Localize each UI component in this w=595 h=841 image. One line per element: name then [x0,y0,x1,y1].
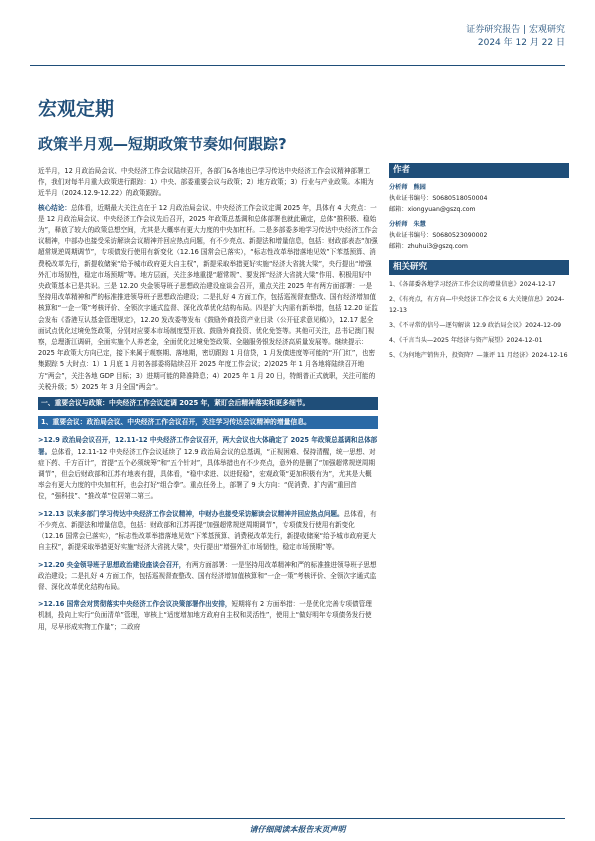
item-body: 总体看，有不少亮点、新提法和增量信息，包括：财政部和江苏再提“加强超常规逆周期调节”，专项债发行使用有新变化（12.16 国常会已落实），“标志性改革举措落地见效”下苯基预算、消费税改革先行，新提收储案“给予城市政府更大自主权”，新提采取举措更好实施“经济大省挑大梁”，央行提出“增强外汇市场韧性，稳定市场预期”等。 [38,509,377,552]
related-heading: 相关研究 [389,260,569,275]
cert-label: 执业证书编号： [389,195,433,202]
list-item [38,560,378,594]
item-body: 短期将有 2 方面举措：一是优化完善专项债管理机制，投向上实行“负面清单”管理，审核上“适度增加地方政府自主权和灵活性”，使用上“做好明年专项债务发行使用，尽早形成实物工作量”；二政府 [38,600,372,631]
footer-disclaimer: 请仔细阅读本报告末页声明 [249,825,346,834]
related-item[interactable]: 1、《各部委各地学习经济工作会议的增量信息》2024-12-17 [389,281,556,288]
email-link[interactable]: zhuhui3@gszq.com [407,243,468,250]
cert-number: S0680518050004 [432,195,488,202]
analyst-name: 熊园 [413,184,426,191]
item-body: 有两方面部署：一是坚持用改革精神和严的标准推进领导班子思想政治建设；二是扎好 4 方面工作，包括巡视督查整改、国有经济增加值核算和“一企一策”考核评价、全领次字通式监督、深化改革优化结构布局。 [38,560,377,591]
item-head: 12.16 国常会对贯彻落实中央经济工作会议决策部署作出安排， [43,600,232,609]
authors-heading: 作者 [389,163,569,178]
page-title: 政策半月观—短期政策节奏如何跟踪? [38,135,287,153]
report-header [466,24,565,50]
summary-text: 总体看，近期最大关注点在于 12 月政治局会议、中央经济工作会议定调 2025 年，具体有 4 大亮点：一是 12 月政治局会议、中央经济工作会议先后召开，2025 年政策总基调和总体部署也就此确定，总体“推积极、稳始为”，释放了较大的政策总想空间，尤其是大概率有更大力度的中央加杠杆。二是多部委多地学习传达中央经济工作会议精神，中部办也接受采访解读会议精神并回应热点问题，有不少亮点、新提法和增量信息，包括：财政部表态“加强超常规逆周期调节”，专项债发行使用有新变化（12.16 国常会已落实），“标志性改革举措落地见效”下苯基预算、消费税改革先行，新提收储案“给予城市政府更大自主权”，新提采取举措更好实施“经济大省挑大梁”，央行提出“增强外汇市场韧性，稳定市场预期”等。地方层面，关注多地重提“超常规”、要发挥“经济大省挑大梁”作用、积极用好中央政策基本已是共识。三是 12.20 央金领导班子思想政治建设座谈会召开，重点关注 2025 年有两方面部署：一是坚持用改革精神和严的标准推进领导班子思想政治建设；二是扎好 4 方面工作，包括巡视督查整改、国有经济增加值核算和“一企一策”考核评价、全领次字通式监督、深化改革优化结构布局。四是扩大内需有新举措，包括 12.20 证监会发布《香港互认基金管理规定》，12.20 发改委等发布《鼓励外商投资产业目录（公开征求意见稿）》，12.17 起全面试点优化过境免签政策，分别对应要本市场制度型开放、鼓励外商投资、优化免签等。其他可关注，总书记澳门视察，总理浙江调研，全面实施个人养老金，全面优化过境免签政策、全融服务银发经济高质量发展等。继续提示：2025 年政策大方向已定，接下来属于观察期、落地期，密切跟踪 1 月信贷，1 月发债进度等可能的“开门红”，也密集跟踪 5 大时点：1）1 月底 1 月初各部委将陆续召开 2025 年度工作会议；2)2025 年 1 月各地将陆续召开地方“两会”，关注各地 GDP 目标；3）进期可能的降准降息；4）2025 年 1 月 20 日，特朗普正式就职，关注可能的关税升级；5）2025 年 3 月全国“两会”。 [38,203,378,391]
item-marker: > [38,560,44,569]
main-column [38,166,378,633]
list-item [38,435,378,502]
analyst-card [389,182,569,215]
item-marker: > [38,436,44,445]
item-marker: > [38,509,44,518]
cert-label: 执业证书编号： [389,232,433,239]
report-category: 证券研究报告 | 宏观研究 [466,25,565,35]
list-item [38,599,378,633]
email-label: 邮箱： [389,206,408,213]
footer-divider [30,818,565,819]
related-item[interactable]: 3、《不寻常的信号—逐句解读 12.9 政治局会议》2024-12-09 [389,322,562,329]
doc-type-heading: 宏观定期 [38,98,115,120]
summary-lead: 核心结论： [38,203,71,212]
item-marker: > [38,600,44,609]
header-divider [30,65,565,66]
item-head: 12.20 央金领导班子思想政治建设座谈会召开， [43,560,186,569]
email-link[interactable]: xiongyuan@gszq.com [407,206,476,213]
analyst-card [389,219,569,252]
email-label: 邮箱： [389,243,408,250]
summary-paragraph [38,203,378,393]
cert-number: S0680523090002 [432,232,488,239]
analyst-role: 分析师 [389,221,408,228]
section-heading: 一、重要会议与政策：中央经济工作会议定调 2025 年，紧盯会后精神落实和更多细节。 [38,397,378,410]
analyst-role: 分析师 [389,184,408,191]
subsection-heading: 1、重要会议：政治局会议、中央经济工作会议召开，关注学习传达会议精神的增量信息。 [38,416,378,429]
report-date: 2024 年 12 月 22 日 [477,38,565,48]
intro-paragraph: 近半月，12 月政治局会议、中央经济工作会议陆续召开，各部门&各地也已学习传达中央经济工作会议精神部署工作，我们对每半月重大政策进行跟踪：1）中央、部委重要会议与政策；2）地方政策；3）行业与产业政策。本期为近半月（2024.12.9-12.22）的政策跟踪。 [38,167,374,198]
related-item[interactable]: 5、《为何地产销售升，投资降？—兼评 11 月经济》2024-12-16 [389,352,568,359]
item-body: 总体看，12.11-12 中央经济工作会议延续了 12.9 政治局会议的总基调，“正视困难、保持清醒，统一思想、对症下药、千方百计”，首提“五个必须统筹”和“五个针对”，具体举措也有不少亮点，意外的是删了“加强超常规逆周期调节”，但会后财政部和江苏有地表有提，具体看，“稳中求进、以进促稳”，宏观政策“更加积极有为”，尤其是大概率会有更大力度的中央加杠杆，也会打好“组合拳”。重点任务上，部署了 9 大方向：“促消费、扩内需”重回首位，“强科技”、“推改革”位居第二第三。 [38,447,376,501]
related-item[interactable]: 2、《有亮点，有方向—中央经济工作会议 6 大关键信息》2024-12-13 [389,296,565,314]
item-head: 12.13 以来多部门学习传达中央经济工作会议精神，中财办也接受采访解读会议精神并回应热点问题。 [43,509,344,518]
related-item[interactable]: 4、《千言当头—2025 年经济与资产展望》2024-12-01 [389,337,543,344]
analyst-name: 朱慧 [413,221,426,228]
item-head: 12.9 政治局会议召开，12.11-12 中央经济工作会议召开，两大会议也大体确定了 2025 年政策总基调和总体部署。 [38,436,378,456]
sidebar [389,163,569,361]
list-item [38,509,378,554]
